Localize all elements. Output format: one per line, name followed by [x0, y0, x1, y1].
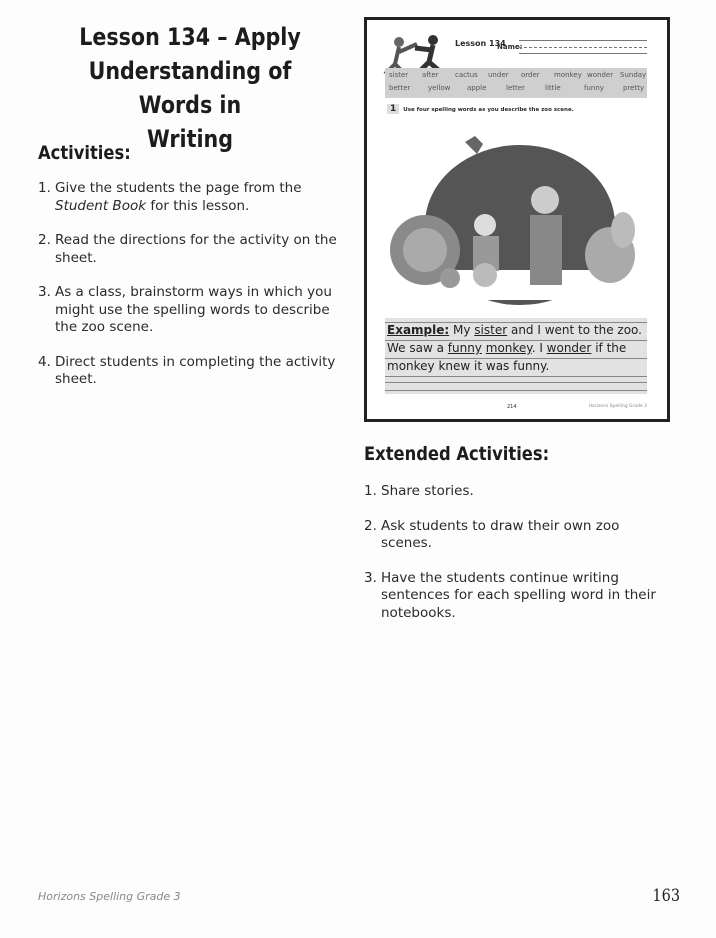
title-line: Understanding of Words in: [88, 57, 292, 119]
list-item: 1. Give the students the page from the Student Book for this lesson.: [38, 180, 302, 214]
sheet-page-number: 214: [507, 404, 517, 410]
spelling-word: pretty: [623, 84, 645, 92]
directions: 1 Use four spelling words as you describe the zoo scene.: [387, 104, 574, 114]
spelling-word: letter: [506, 84, 525, 92]
spelling-word: little: [545, 84, 561, 92]
example-writing-lines: Example: My sister and I went to the zoo. We saw a funny monkey. I wonder if the monkey knew it was funny.: [385, 318, 647, 394]
extended-activities-heading: Extended Activities:: [364, 443, 550, 465]
list-item: 2. Ask students to draw their own zoo scenes.: [364, 517, 620, 551]
spelling-word: after: [422, 71, 439, 79]
spelling-word: funny: [584, 84, 604, 92]
spelling-word: sister: [389, 71, 409, 79]
zoo-scene-illustration: [385, 120, 647, 310]
list-item: 3. Have the students continue writing sentences for each spelling word in their notebooks.: [364, 569, 656, 621]
sheet-lesson: Lesson 134: [455, 39, 506, 48]
name-label: Name:: [497, 43, 523, 51]
extended-activities-list: [364, 483, 664, 639]
spelling-word: yellow: [428, 84, 451, 92]
list-item: 1. Share stories.: [364, 483, 474, 499]
list-item: 4. Direct students in completing the activity sheet.: [38, 353, 336, 387]
lesson-title: [52, 20, 327, 156]
title-line: Writing: [146, 125, 234, 153]
page-number: 163: [652, 886, 681, 906]
activities-list: [38, 180, 338, 406]
spelling-word: order: [521, 71, 540, 79]
book-footer: Horizons Spelling Grade 3: [38, 890, 181, 903]
list-item: 3. As a class, brainstorm ways in which you might use the spelling words to describe the zoo scene.: [38, 284, 332, 335]
spelling-word: apple: [467, 84, 487, 92]
spelling-words: [385, 68, 647, 98]
spelling-word: better: [389, 84, 411, 92]
activities-heading: Activities:: [38, 142, 131, 164]
spelling-word: Sunday: [620, 71, 647, 79]
spelling-word: wonder: [587, 71, 614, 79]
list-item: 2. Read the directions for the activity on the sheet.: [38, 232, 337, 266]
spelling-word: under: [488, 71, 509, 79]
student-page-image: [364, 17, 670, 422]
title-line: Lesson 134 – Apply: [79, 23, 301, 51]
spelling-word: cactus: [455, 71, 478, 79]
sheet-footer: Horizons Spelling Grade 3: [588, 404, 647, 409]
spelling-word: monkey: [554, 71, 582, 79]
